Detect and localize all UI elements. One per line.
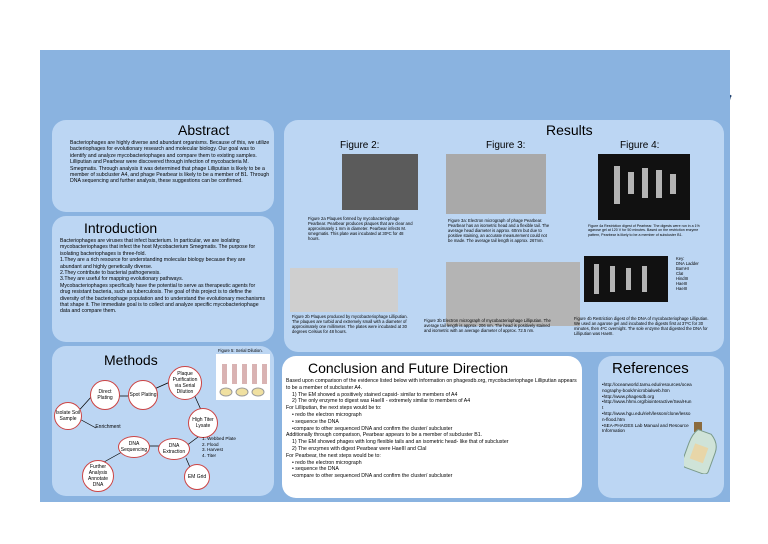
enrichment-node: Enrichment: [95, 424, 121, 430]
figure4-label: Figure 4:: [620, 140, 660, 151]
figure5-caption: Figure 5: Serial Dilution.: [218, 348, 263, 353]
intro-point: 2.They contribute to bacterial pathogenesis.: [60, 270, 161, 277]
abstract-heading: Abstract: [178, 122, 230, 138]
em-image-pearbear: [446, 154, 546, 214]
gel-image-lilliputian: [584, 256, 668, 302]
em-image-lilliputian: [446, 262, 580, 326]
conclusion-line: • sequence the DNA: [292, 466, 339, 473]
references-panel: [598, 356, 724, 498]
references-list: [602, 382, 692, 434]
gel-key: [676, 256, 720, 291]
lysate-step: 4. Titer: [202, 452, 217, 458]
conclusion-line: 2) The only enzyme to digest was HaeIII - extremely similar to members of A4: [292, 398, 471, 405]
conclusion-line: For Pearbear, the next steps would be to:: [286, 452, 381, 459]
plaque-purification-node: Plaque Purification via Serial Dilution: [168, 366, 202, 400]
lysate-step: 2. Flood: [202, 441, 219, 447]
conclusion-heading: Conclusion and Future Direction: [308, 360, 508, 376]
conclusion-line: •compare to other sequenced DNA and confirm the cluster/ subcluster: [292, 425, 453, 432]
conclusion-line: 1) The EM showed phages with long flexible tails and an isometric head- like that of subcluster: [292, 439, 509, 446]
introduction-heading: Introduction: [84, 220, 158, 236]
results-panel: [284, 120, 724, 352]
em-grid-node: EM Grid: [184, 464, 210, 490]
references-heading: References: [612, 360, 689, 377]
dna-extraction-node: DNA Extraction: [158, 438, 190, 460]
intro-paragraph: Bacteriophages are viruses that infect bacterium. In particular, we are isolating mycobacteriophages that infect the host Mycobacterium Smegmatis. The purpose for isolating bacteriophages is three-fold.: [60, 238, 256, 257]
gel-lane: [594, 264, 599, 294]
introduction-panel: [52, 216, 274, 342]
reference-item: •http://www.phagesdb.org: [602, 393, 655, 399]
results-heading: Results: [546, 122, 593, 138]
gel-lane: [642, 168, 648, 198]
lysate-steps: [202, 436, 236, 458]
reference-item: •http://www.hgu.edu/rieh/lesson/clone/lesson-flood.htm: [602, 410, 691, 422]
plaque-image-pearbear: [342, 154, 418, 210]
lysate-step: 1. Webbed Plate: [202, 436, 236, 441]
gel-image-pearbear: [598, 154, 690, 220]
key-item: DNA Ladder: [676, 261, 699, 266]
key-item: BamHI: [676, 266, 689, 271]
abstract-text: Bacteriophages are highly diverse and abundant organisms. Because of this, we utilize bacteriophages for evolutionary research and molecular biology. Our goal was to identify and analyze mycobacteriophages and compare them to existing samples. Lilliputian and Pearbear were discovered through infection of mycobacteria M. Smegmatis. Through analysis it was determined that phage Lilliputian is likely to be a member of subcluster A4, and phage Pearbear is likely to be a member of B1. Through DNA sequencing and further analysis, these suggestions can be confirmed.: [70, 140, 270, 185]
figure3b-caption: Figure 3b Electron micrograph of mycobacteriophage Lilliputian. The average tail length is approx. 206 nm. The head is positively stained and isometric with an average diameter of approx. 72.5 nm.: [424, 318, 551, 333]
conclusion-line: • redo the electron micrograph: [292, 459, 362, 466]
reference-item: •http://oceanworld.tamu.edu/resources/oceanography-book/microbialweb.htm: [602, 382, 692, 393]
conclusion-line: Based upon comparison of the evidence listed below with information on phagesdb.org, mycobacteriophage Lilliputian appears to be a member of subcluster A4.: [286, 378, 577, 391]
figure4a-caption: Figure 4a Restriction digest of Pearbear. The digests were run in a 1% agarose gel at 120 V for 50 minutes. Based on the restriction enzyme pattern, Pearbear is likely to be a member of subcluster B1.: [588, 224, 700, 237]
isolate-soil-node: Isolate Soil Sample: [54, 402, 82, 430]
conclusion-panel: [282, 356, 582, 498]
figure3a-caption: Figure 3a: Electron micrograph of phage Pearbear. Pearbear has an isometric head and a flexible tail. The average head diameter is approx. 60nm but due to positive staining, an accurate measurement could not be made. The average tail length is approx. 267nm.: [448, 218, 550, 243]
key-item: ClaI: [676, 271, 684, 276]
key-item: HaeIII: [676, 286, 688, 291]
high-titer-node: High Titer Lysate: [188, 408, 218, 438]
conclusion-line: •compare to other sequenced DNA and confirm the cluster/ subcluster: [292, 473, 453, 480]
intro-paragraph: Mycobacteriophages specifically have the potential to serve as therapeutic agents for drug resistant bacteria, such as tuberculosis. The goal of this project is to define the diversity of the bacteriophage population and to understand the evolutionary mechanisms that shape it. The immediate goal is to collect and analyze specific mycobacteriophage data and compare them.: [60, 282, 266, 315]
figure4b-caption: Figure 4b Restriction digest of the DNA of mycobacteriophage Lilliputian. We used an agarose gel and incubated the digests first at 37ºC for 30 minutes, then 4ºC overnight. The sole enzyme that digested the DNA for Lilliputian was HaeIII.: [574, 316, 709, 336]
further-analysis-node: Further Analysis Annotate DNA: [82, 460, 114, 492]
gel-lane: [626, 268, 631, 290]
message-bottle-image: [684, 418, 720, 474]
conclusion-line: For Lilliputian, the next steps would be to:: [286, 405, 382, 412]
introduction-text: [60, 238, 266, 315]
conclusion-line: Additionally through comparison, Pearbear appears to be a member of subcluster B1.: [286, 432, 483, 439]
gel-lane: [614, 166, 620, 204]
figure2-label: Figure 2:: [340, 140, 380, 151]
key-item: HindIII: [676, 276, 689, 281]
gel-lane: [670, 174, 676, 194]
key-item: HaeIII: [676, 281, 688, 286]
plaque-image-lilliputian: [290, 268, 398, 312]
intro-point: 1.They are a rich resource for understanding molecular biology because they are abundant and highly genetically diverse.: [60, 257, 246, 270]
conclusion-line: 2) The enzymes with digest Pearbear were HaeIII and ClaI: [292, 445, 427, 452]
lysate-step: 3. Harvest: [202, 447, 223, 453]
figure2b-caption: Figure 2b Plaques produced by mycobacteriophage Lilliputian. The plaques are turbid and extremely small with a diameter of approximately one millimeter. The plates were incubated at 30 degrees Celsius for 48 hours.: [292, 314, 408, 334]
reference-item: •SEA-PHAGES Lab Manual and Resource Information: [602, 422, 689, 434]
dna-sequencing-node: DNA Sequencing: [118, 436, 150, 458]
figure3-label: Figure 3:: [486, 140, 526, 151]
key-item: Key:: [676, 256, 685, 261]
conclusion-line: • sequence the DNA: [292, 418, 339, 425]
direct-plating-node: Direct Plating: [90, 380, 120, 410]
reference-item: •http://www.hhmi.org/biointeractive/Sea/Hunt: [602, 399, 692, 411]
conclusion-line: 1) The EM showed a positively stained capsid- similar to members of A4: [292, 391, 458, 398]
gel-lane: [642, 266, 647, 292]
methods-heading: Methods: [104, 352, 158, 368]
abstract-panel: [52, 120, 274, 212]
intro-point: 3.They are useful for mapping evolutionary pathways.: [60, 276, 184, 283]
gel-lane: [656, 170, 662, 198]
gel-lane: [610, 266, 615, 292]
spot-plating-node: Spot Plating: [128, 380, 158, 410]
conclusion-line: • redo the electron micrograph: [292, 411, 362, 418]
conclusion-text: [286, 378, 580, 480]
methods-panel: [52, 346, 274, 496]
figure2a-caption: Figure 2a Plaques formed by mycobacteriophage Pearbear. Pearbear produces plaques that are clear and approximately 1 mm in diameter. Pearbear infects M. smegmatis. This plate was incubated at 30ºC for 48 hours.: [308, 216, 413, 241]
gel-lane: [628, 172, 634, 194]
